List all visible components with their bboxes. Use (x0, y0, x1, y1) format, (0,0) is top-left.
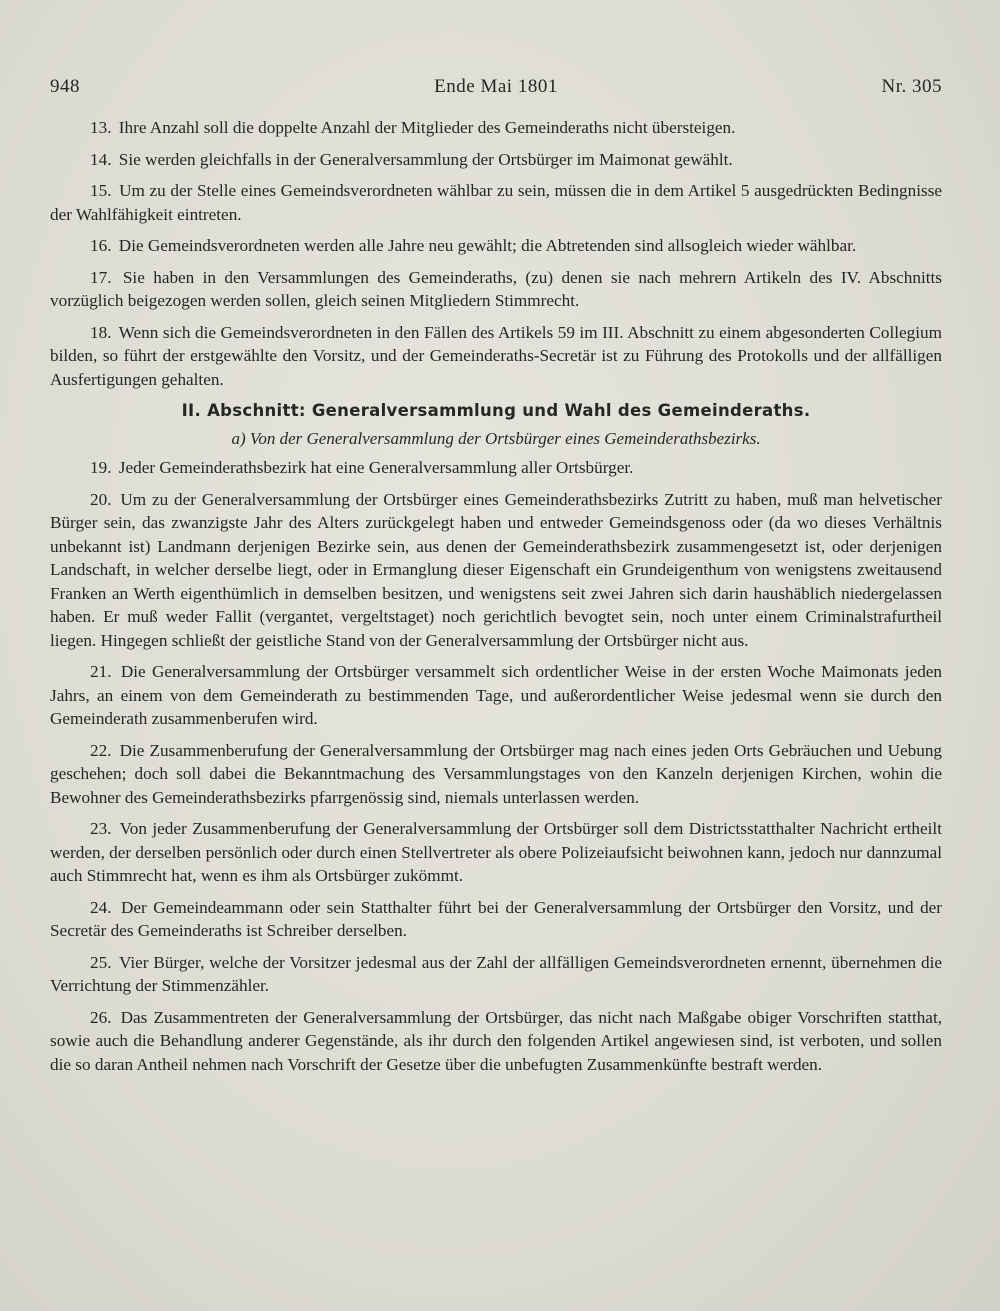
article-22: 22. Die Zusammenberufung der Generalversammlung der Ortsbürger mag nach eines jeden Orts Gebräuchen und Uebung geschehen; doch soll dabei die Bekanntmachung des Versammlungstages von den Kanzeln derjenigen Kirchen, wohin die Bewohner des Gemeinderathsbezirks pfarrgenössig sind, niemals unterlassen werden. (50, 740, 943, 807)
article-13: 13. Ihre Anzahl soll die doppelte Anzahl der Mitglieder des Gemeinderaths nicht übersteigen. (90, 118, 736, 137)
article-20: 20. Um zu der Generalversammlung der Ortsbürger eines Gemeinderathsbezirks Zutritt zu haben, muß man helvetischer Bürger sein, das zwanzigste Jahr des Alters zurückgelegt haben und entweder Gemeindsgenoss oder (da wo dieses Verhältnis unbekannt ist) Landmann derjenigen Bezirke sein, aus denen der Gemeinderathsbezirk zusammengesetzt ist, oder derjenigen Landschaft, in welcher derselbe liegt, oder in Ermanglung dieser Eigenschaft ein Grundeigenthum von wenigstens zweitausend Franken an Werth eigenthümlich in demselben besitzen, und wenigstens seit zwei Jahren sich darin haushäblich niedergelassen haben. Er muß weder Fallit (vergantet, vergeltstaget) noch gerichtlich bevogtet sein, noch unter einem Criminalstrafurtheil liegen. Hingegen schließt der geistliche Stand von der Generalversammlung der Ortsbürger nicht aus. (50, 489, 943, 650)
running-title: Ende Mai 1801 (434, 76, 558, 97)
article-18: 18. Wenn sich die Gemeindsverordneten in den Fällen des Artikels 59 im III. Abschnitt zu einem abgesonderten Collegium bilden, so führt der erstgewählte den Vorsitz, und der Gemeinderaths-Secretär ist zu Führung des Protokolls und der allfälligen Ausfertigungen gehalten. (50, 322, 942, 389)
article-24: 24. Der Gemeindeammann oder sein Statthalter führt bei der Generalversammlung der Ortsbürger den Vorsitz, und der Secretär des Gemeinderaths ist Schreiber derselben. (50, 897, 943, 940)
article-21: 21. Die Generalversammlung der Ortsbürger versammelt sich ordentlicher Weise in der ersten Woche Maimonats jeden Jahrs, an einem von dem Gemeinderath zu bestimmenden Tage, und außerordentlicher Weise jedesmal wenn sie durch den Gemeinderath zusammenberufen wird. (50, 662, 943, 728)
subsection-heading: a) Von der Generalversammlung der Ortsbürger eines Gemeinderathsbezirks. (231, 428, 761, 448)
article-16: 16. Die Gemeindsverordneten werden alle Jahre neu gewählt; die Abtretenden sind allsogleich wieder wählbar. (90, 236, 857, 255)
document-number: Nr. 305 (881, 76, 942, 97)
article-19: 19. Jeder Gemeinderathsbezirk hat eine Generalversammlung aller Ortsbürger. (90, 458, 634, 477)
body-text (50, 116, 942, 1084)
article-23: 23. Von jeder Zusammenberufung der Generalversammlung der Ortsbürger soll dem Districtsstatthalter Nachricht ertheilt werden, der derselben persönlich oder durch einen Stellvertreter als obere Polizeiaufsicht beiwohnen kann, jedoch nur dannzumal auch Stimmrecht hat, wenn es ihm als Ortsbürger zukömmt. (50, 819, 942, 885)
article-14: 14. Sie werden gleichfalls in der Generalversammlung der Ortsbürger im Maimonat gewählt. (90, 149, 733, 169)
section-heading: II. Abschnitt: Generalversammlung und Wahl des Gemeinderaths. (181, 401, 811, 420)
article-17: 17. Sie haben in den Versammlungen des Gemeinderaths, (zu) denen sie nach mehrern Artikeln des IV. Abschnitts vorzüglich beigezogen werden sollen, gleich seinen Mitgliedern Stimmrecht. (50, 267, 942, 310)
article-26: 26. Das Zusammentreten der Generalversammlung der Ortsbürger, das nicht nach Maßgabe obiger Vorschriften statthat, sowie auch die Behandlung anderer Gegenstände, als ihr durch den folgenden Artikel angewiesen sind, ist verboten, und sollen die so daran Antheil nehmen nach Vorschrift der Gesetze über die unbefugten Zusammenkünfte bestraft werden. (50, 1007, 943, 1074)
article-15: 15. Um zu der Stelle eines Gemeindsverordneten wählbar zu sein, müssen die in dem Artikel 5 ausgedrückten Bedingnisse der Wahlfähigkeit eintreten. (50, 181, 943, 224)
running-head (50, 76, 942, 102)
article-25: 25. Vier Bürger, welche der Vorsitzer jedesmal aus der Zahl der allfälligen Gemeindsverordneten ernennt, übernehmen die Verrichtung der Stimmenzähler. (50, 952, 942, 995)
page-number: 948 (50, 76, 80, 97)
